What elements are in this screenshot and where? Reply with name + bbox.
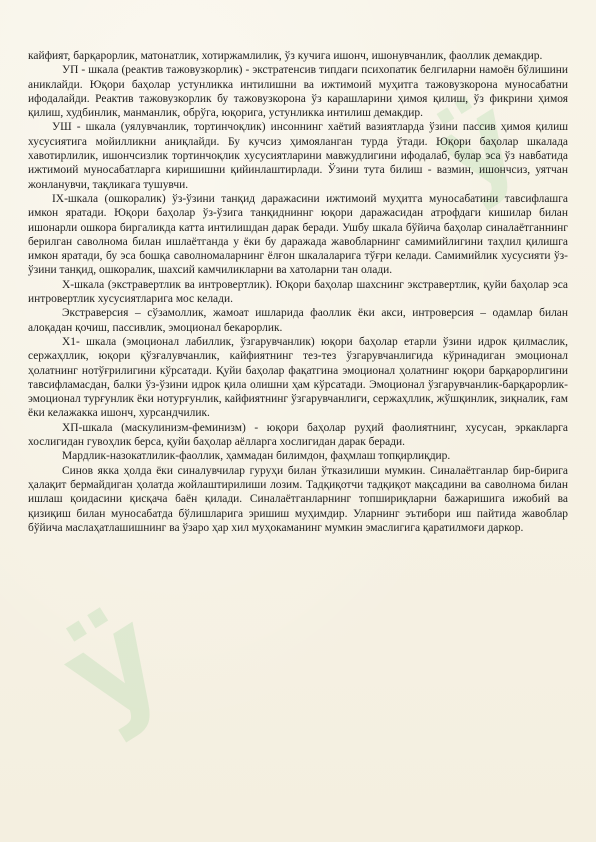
- paragraph: Экстраверсия – сўзамоллик, жамоат ишларида фаоллик ёки акси, интроверсия – одамлар билан алоқадан қочиш, пассивлик, эмоционал бекарорлик.: [28, 307, 568, 334]
- paragraph: Х-шкала (экстравертлик ва интровертлик). Юқори баҳолар шахснинг экстравертлик, қуйи баҳолар эса интровертлик хусусиятларига мос келади.: [28, 278, 568, 306]
- paragraph: кайфият, барқарорлик, матонатлик, хотиржамлилик, ўз кучига ишонч, ишонувчанлик, фаоллик демакдир.: [28, 50, 543, 62]
- document-body: [28, 49, 568, 535]
- paragraph: Мардлик-назокатлилик-фаоллик, ҳаммадан билимдон, фаҳмлаш топқирлиқдир.: [62, 450, 451, 463]
- watermark-logo: ÿ: [411, 71, 541, 219]
- paragraph: ХП-шкала (маскулинизм-феминизм) - юқори баҳолар руҳий фаолиятнинг, хусусан, эркакларга хослигидан гувоҳлик берса, қуйи баҳолар аёлларга хослигидан дарак беради.: [28, 421, 568, 449]
- paragraph: IX-шкала (ошкоралик) ўз-ўзини танқид даражасини ижтимоий муҳитга муносабатини тавсифлашга имкон яратади. Юқори баҳолар ўз-ўзига танқидниннг юқори даражасидан атрофдаги кишилар билан ишонарли ошкора биргаликда катта интилишдан дарак беради. Ушбу шкала бўйича баҳолар синалаётганнинг берилган саволнома билан ишлаётганда у ёки бу даражада жавобларнинг самимийлигини таҳлил қилишга имкон яратади, бу эса бошқа саволномаларнинг ёлғон шкалаларига тўғри келади. Самимийлик хусусияти ўз-ўзини танқид, ошкоралик, шахсий камчиликларни ва хатоларни тан олади.: [28, 192, 568, 277]
- watermark-logo: ÿ: [36, 578, 189, 752]
- paragraph: Синов якка ҳолда ёки синалувчилар гуруҳи билан ўтказилиши мумкин. Синалаётганлар бир-бирига ҳалақит бермайдиган ҳолатда жойлаштирилиши лозим. Тадқиқотчи тадқиқот мақсадини ва саволнома билан ишлаш қоидасини қисқача баён қилади. Синалаётганларнинг топшириқларни бажаришига ижобий ва қизиқиш билан муносабатда бўлишларига эришиш муҳимдир. Уларнинг эътибори иш пайтида жавоблар бўйича маслаҳатлашишнинг ва ўзаро ҳар хил муҳокаманинг мумкин эмаслигига қаратилмоғи даркор.: [28, 464, 568, 534]
- paragraph: Х1- шкала (эмоционал лабиллик, ўзгарувчанлик) юқори баҳолар етарли ўзини идрок қилмаслик, сержаҳллик, юқори қўзғалувчанлик, кайфиятнинг тез-тез ўзгарувчанлигида кўринадиган эмоционал ҳолатнинг нотўғрилигини кўрсатади. Қуйи баҳолар фақатгина эмоционал ҳолатнинг юқори барқарорлигини тавсифламасдан, балки ўз-ўзини идрок қила олишни ҳам кўрсатади. Эмоционал ўзгарувчанлик-барқарорлик-эмоционал турғунлик ёки нотурғунлик, кайфиятнинг ўзгарувчанлиги, сержаҳллик, жўшқинлик, зиқналик, ғам ёки келажакка ишонч, хурсандчилик.: [28, 335, 568, 420]
- paragraph: УП - шкала (реактив тажовузкорлик) - экстратенсив типдаги психопатик белгиларни намоён бўлишини аниклайди. Юқори баҳолар устунликка интилишни ва ижтимоий муҳитга тажовузкорона муносабатни ифодалайди. Реактив тажовузкорлик бу тажовузкорона ўз карашларини ҳимоя қилиш, ўз фикрини ҳимоя қилиш, худбинлик, манманлик, обрўга, юқорига, устунликка интилиш демакдир.: [28, 64, 568, 120]
- paragraph: УШ - шкала (уялувчанлик, тортинчоқлик) инсоннинг хаётий вазиятларда ўзини пассив ҳимоя қилиш хусусиятига мойилликни аниқлайди. Бу кучсиз ҳимояланган турда ўтади. Юқори баҳолар шкалада хавотирлилик, ишончсизлик тортинчоқлик хусусиятларини мавжудлигини ифодалаб, булар эса ўз навбатида ижтимоий муносабатларга киришишни қийинлаштирлади. Ўзини тута билиш - вазмин, ишончсиз, уятчан жонланувчи, тақликага тушувчи.: [28, 121, 568, 191]
